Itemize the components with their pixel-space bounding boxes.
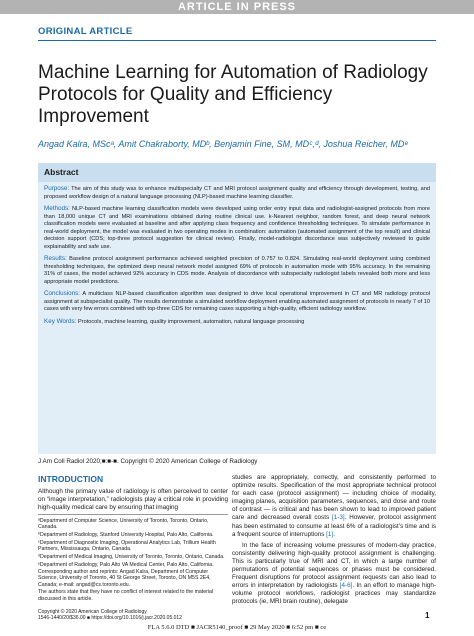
- paragraph-1-text-c: .: [333, 530, 335, 538]
- abstract-methods: [44, 205, 430, 251]
- results-text: Baseline protocol assignment performance achieved weighted precision of 0.757 to 0.824. Simulating real-world deployment using combined thresholding techniques, the optimized deep neural network model assigned 69% of protocols in automation mode with 95% accuracy. In the remaining 31% of cases, the model achieved 92% accuracy in CDS mode. Analysis of discordance with subspecialty radiologist labels revealed both more and less appropriate model predictions.: [44, 256, 430, 285]
- page-number: 1: [425, 611, 430, 620]
- citation-link-4-6[interactable]: [4-6]: [339, 582, 353, 590]
- results-label: Results:: [44, 255, 67, 262]
- footnote-rule: [38, 514, 228, 515]
- paragraph-1-text-a: studies are appropriately, correctly, and consistently performed to optimize results. Specification of the most appropriate technical protocol for each case (protocol assignment) — including choice of modality, imaging planes, acquisition parameters, sequences, and dose and route of contrast — is critical and has been shown to lead to improved patient care and decreased overall costs: [232, 474, 436, 522]
- article-type-label: ORIGINAL ARTICLE: [38, 26, 133, 37]
- keywords-label: Key Words:: [44, 317, 77, 325]
- article-in-press-banner: ARTICLE IN PRESS: [0, 0, 474, 14]
- abstract-heading: Abstract: [38, 163, 436, 182]
- footnote-affiliation-c: ᶜDepartment of Diagnostic Imaging, Operational Analytics Lab, Trillium Health Partners, Mississauga, Ontario, Canada.: [38, 539, 216, 553]
- author-list: Angad Kalra, MScᵃ, Amit Chakraborty, MDᵇ, Benjamin Fine, SM, MDᶜ,ᵈ, Joshua Reicher, MDᵉ: [38, 139, 408, 149]
- paragraph-1-text-b: . However, protocol assignment has been estimated to consume at least 6% of a radiologist’s time and is a frequent source of interruptions: [232, 514, 436, 538]
- footnote-affiliation-b: ᵇDepartment of Radiology, Stanford University Hospital, Palo Alto, California.: [38, 532, 214, 539]
- introduction-text: Although the primary value of radiology is often perceived to center on “image interpretation,” radiologists play a critical role in providing high-quality medical care by ensuring that imaging: [38, 488, 228, 512]
- abstract-box: [38, 163, 436, 454]
- abstract-conclusions: [44, 290, 430, 314]
- purpose-text: The aim of this study was to enhance multispecialty CT and MRI protocol assignment quality and efficiency through development, testing, and proposed workflow design of a natural language processing (NLP)-based machine learning classifier.: [44, 186, 430, 200]
- citation-link-1[interactable]: [1]: [326, 530, 334, 538]
- conclusions-text: A multiclass NLP-based classification algorithm was designed to drive local operational improvement in CT and MR radiology protocol assignment at subspecialist quality. The results demonstrate a simulated workflow deployment enabling automated assignment of protocols in nearly 7 of 10 cases with very few errors combined with top-three CDS for remaining cases supporting a high-quality, efficient radiology workflow.: [44, 291, 430, 312]
- methods-text: NLP-based machine learning classification models were developed using order entry input data and radiologist-assigned protocols from more than 18,000 unique CT and MRI examinations obtained during routine clinical use. k-Nearest neighbor, random forest, and deep neural network classification models were evaluated at baseline and after applying class frequency and confidence thresholding techniques. To simulate performance in real-world deployment, the model was evaluated in two operating modes in combination: automation (automated assignment of the top result) and clinical decision support (CDS; top-three protocol suggestion for clinical review). Finally, model-radiologist discordance was subjectively reviewed to guide explainability and safe use.: [44, 206, 430, 250]
- body-paragraph-1: [232, 474, 436, 539]
- copyright-notice: Copyright © 2020 American College of Radiology: [38, 609, 147, 615]
- abstract-keywords: [44, 318, 430, 327]
- footnote-corresponding-author: Corresponding author and reprints: Angad Kalra, Department of Computer Science, University of Toronto, 40 St George Street, Toronto, ON M5S 2E4, Canada; e-mail: angad@cs.toronto.edu.: [38, 569, 211, 588]
- introduction-heading: INTRODUCTION: [38, 474, 104, 484]
- citation-link-1-3[interactable]: [1-3]: [332, 514, 345, 522]
- proof-footer: FLA 5.6.0 DTD ■ JACR5140_proof ■ 29 May 2020 ■ 6:52 pm ■ ce: [147, 624, 327, 631]
- journal-citation: J Am Coll Radiol 2020;■:■-■. Copyright © 2020 American College of Radiology: [38, 458, 258, 465]
- abstract-body: [44, 185, 430, 330]
- footnote-affiliation-e: ᵉDepartment of Radiology, Palo Alto VA Medical Center, Palo Alto, California.: [38, 561, 214, 568]
- issn-doi-line: 1546-1440/20/$36.00 ■ https://doi.org/10.1016/j.jacr.2020.05.012: [38, 615, 182, 622]
- header-rule: [38, 40, 436, 41]
- copyright-block: [38, 609, 182, 621]
- abstract-purpose: [44, 185, 430, 201]
- body-paragraph-2: [232, 542, 436, 607]
- right-column: [232, 474, 436, 610]
- abstract-results: [44, 255, 430, 286]
- paragraph-2-text-a: In the face of increasing volume pressures of modern-day practice, consistently delivering high-quality protocol assignment is challenging. This is particularly true of MRI and CT, in which a large number of permutations of potential sequences or phases must be considered. Frequent disruptions for protocol assignment requests can also lead to errors in interpretation by radiologists: [232, 541, 436, 590]
- footnote-affiliation-d: ᵈDepartment of Medical Imaging, University of Toronto, Toronto, Ontario, Canada.: [38, 553, 225, 560]
- left-column: [38, 474, 228, 603]
- keywords-text: Protocols, machine learning, quality improvement, automation, natural language processing: [78, 318, 305, 325]
- article-title: Machine Learning for Automation of Radiology Protocols for Quality and Efficiency Improvement: [38, 62, 428, 127]
- paragraph-2-text-b: . In an effort to manage high-volume protocol workflows, radiologist practices may standardize protocols (ie, MRI brain routine), delegate: [232, 582, 436, 606]
- footnote-conflict-statement: The authors state that they have no conflict of interest related to the material discussed in this article.: [38, 589, 214, 602]
- purpose-label: Purpose:: [44, 185, 70, 192]
- conclusions-label: Conclusions:: [44, 290, 81, 297]
- methods-label: Methods:: [44, 205, 70, 212]
- footnote-affiliation-a: ᵃDepartment of Computer Science, University of Toronto, Toronto, Ontario, Canada.: [38, 518, 209, 531]
